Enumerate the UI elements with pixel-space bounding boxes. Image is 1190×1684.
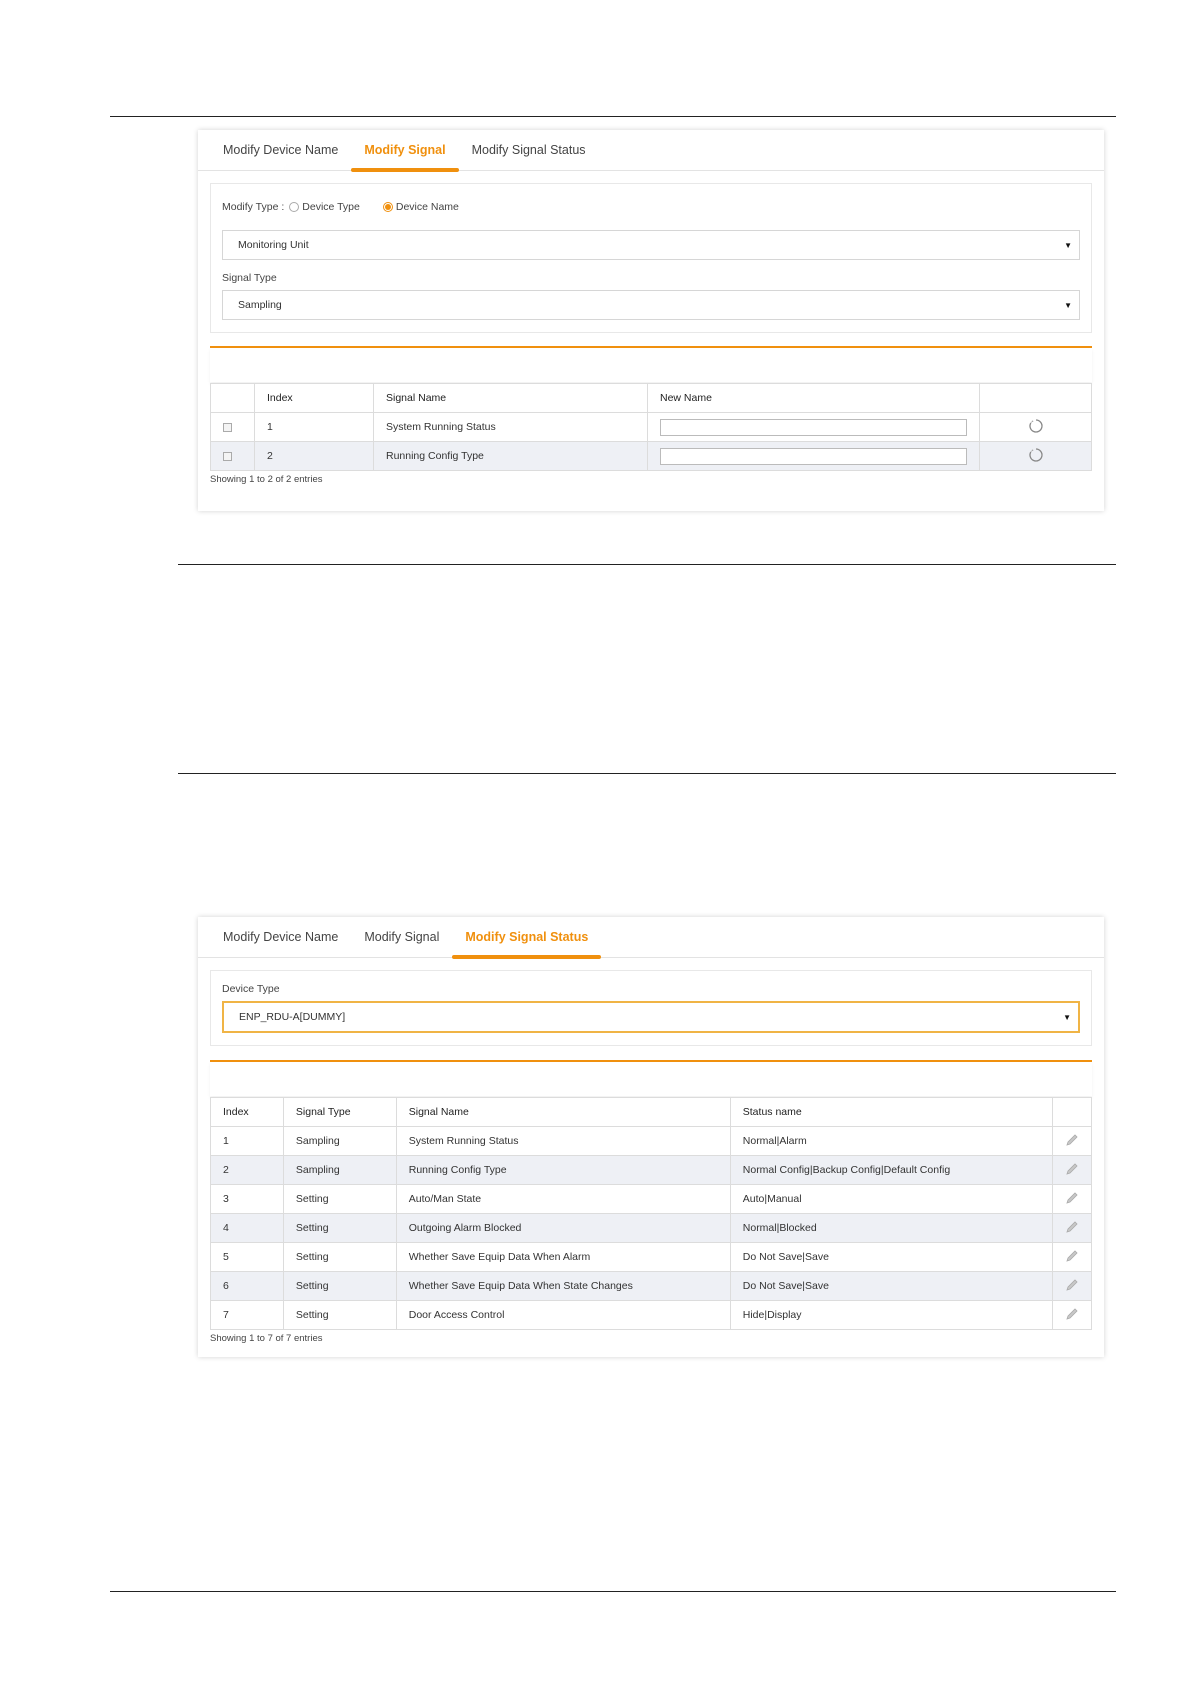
signal-type-cell: Setting xyxy=(283,1272,396,1301)
signal-type-select-value: Sampling xyxy=(238,299,282,311)
pencil-edit-icon[interactable] xyxy=(1065,1162,1079,1176)
action-cell xyxy=(1053,1185,1092,1214)
caret-down-icon: ▼ xyxy=(1064,300,1072,310)
table-row xyxy=(211,413,1092,442)
signal-name-column-header: Signal Name xyxy=(374,384,648,413)
modify-signal-panel xyxy=(198,130,1104,511)
index-column-header: Index xyxy=(211,1098,284,1127)
section-rule-2 xyxy=(178,773,1116,774)
action-column-header xyxy=(1053,1098,1092,1127)
signal-name-cell: Whether Save Equip Data When State Changes xyxy=(396,1272,730,1301)
signal-name-cell: Running Config Type xyxy=(396,1156,730,1185)
device-type-select-value: ENP_RDU-A[DUMMY] xyxy=(239,1011,346,1023)
new-name-column-header: New Name xyxy=(648,384,980,413)
signal-name-cell: System Running Status xyxy=(396,1127,730,1156)
status-name-cell: Auto|Manual xyxy=(730,1185,1052,1214)
table-row xyxy=(211,1301,1092,1330)
table-row xyxy=(211,1214,1092,1243)
tab-bar xyxy=(198,917,1104,958)
status-name-column-header: Status name xyxy=(730,1098,1052,1127)
index-cell: 6 xyxy=(211,1272,284,1301)
device-type-radio-label[interactable]: Device Type xyxy=(302,201,360,213)
table-row xyxy=(211,1243,1092,1272)
device-select-value: Monitoring Unit xyxy=(238,239,309,251)
filter-form xyxy=(210,183,1092,333)
table-row xyxy=(211,1127,1092,1156)
table-row xyxy=(211,1272,1092,1301)
modify-type-label: Modify Type : xyxy=(222,201,285,213)
bottom-rule xyxy=(110,1591,1116,1592)
index-cell: 4 xyxy=(211,1214,284,1243)
pencil-edit-icon[interactable] xyxy=(1065,1191,1079,1205)
action-cell xyxy=(1053,1243,1092,1272)
new-name-cell xyxy=(648,413,980,442)
select-column-header xyxy=(211,384,255,413)
section-rule-1 xyxy=(178,564,1116,565)
action-cell xyxy=(1053,1272,1092,1301)
new-name-cell xyxy=(648,442,980,471)
action-cell xyxy=(1053,1127,1092,1156)
index-cell: 2 xyxy=(211,1156,284,1185)
caret-down-icon: ▼ xyxy=(1063,1012,1071,1022)
table-row xyxy=(211,1185,1092,1214)
action-cell xyxy=(980,442,1092,471)
status-name-cell: Do Not Save|Save xyxy=(730,1243,1052,1272)
tab-modify-signal[interactable]: Modify Signal xyxy=(364,930,440,944)
row-checkbox[interactable] xyxy=(223,423,232,432)
signal-type-cell: Setting xyxy=(283,1243,396,1272)
new-name-input[interactable] xyxy=(660,419,967,436)
action-cell xyxy=(980,413,1092,442)
table-row xyxy=(211,1156,1092,1185)
action-cell xyxy=(1053,1214,1092,1243)
tab-modify-signal-status[interactable]: Modify Signal Status xyxy=(452,917,601,957)
index-cell: 3 xyxy=(211,1185,284,1214)
status-name-cell: Normal|Alarm xyxy=(730,1127,1052,1156)
modify-signal-status-panel xyxy=(198,917,1104,1357)
table-toolbar xyxy=(210,348,1092,382)
signal-type-cell: Setting xyxy=(283,1185,396,1214)
device-select[interactable] xyxy=(222,230,1080,260)
device-type-radio[interactable] xyxy=(289,202,299,212)
top-rule xyxy=(110,116,1116,117)
row-checkbox[interactable] xyxy=(223,452,232,461)
signal-type-cell: Setting xyxy=(283,1301,396,1330)
signal-type-label: Signal Type xyxy=(222,272,277,284)
table-info: Showing 1 to 7 of 7 entries xyxy=(210,1333,323,1344)
tab-modify-signal-status[interactable]: Modify Signal Status xyxy=(471,143,586,157)
row-select-cell xyxy=(211,413,255,442)
signal-type-cell: Setting xyxy=(283,1214,396,1243)
signal-type-column-header: Signal Type xyxy=(283,1098,396,1127)
signal-type-cell: Sampling xyxy=(283,1156,396,1185)
index-column-header: Index xyxy=(255,384,374,413)
action-column-header xyxy=(980,384,1092,413)
refresh-spinner-icon[interactable] xyxy=(1028,418,1044,434)
device-type-select[interactable] xyxy=(222,1001,1080,1033)
action-cell xyxy=(1053,1301,1092,1330)
signal-name-cell: Outgoing Alarm Blocked xyxy=(396,1214,730,1243)
signal-name-cell: Running Config Type xyxy=(374,442,648,471)
table-row xyxy=(211,442,1092,471)
filter-form xyxy=(210,970,1092,1046)
pencil-edit-icon[interactable] xyxy=(1065,1133,1079,1147)
status-name-cell: Do Not Save|Save xyxy=(730,1272,1052,1301)
device-type-label: Device Type xyxy=(222,983,280,995)
new-name-input[interactable] xyxy=(660,448,967,465)
action-cell xyxy=(1053,1156,1092,1185)
index-cell: 5 xyxy=(211,1243,284,1272)
row-select-cell xyxy=(211,442,255,471)
index-cell: 1 xyxy=(255,413,374,442)
status-name-cell: Normal|Blocked xyxy=(730,1214,1052,1243)
index-cell: 1 xyxy=(211,1127,284,1156)
caret-down-icon: ▼ xyxy=(1064,240,1072,250)
signal-type-cell: Sampling xyxy=(283,1127,396,1156)
index-cell: 2 xyxy=(255,442,374,471)
pencil-edit-icon[interactable] xyxy=(1065,1220,1079,1234)
device-name-radio-label[interactable]: Device Name xyxy=(395,201,459,213)
signal-name-cell: Door Access Control xyxy=(396,1301,730,1330)
pencil-edit-icon[interactable] xyxy=(1065,1278,1079,1292)
tab-modify-signal[interactable]: Modify Signal xyxy=(351,130,458,170)
pencil-edit-icon[interactable] xyxy=(1065,1307,1079,1321)
pencil-edit-icon[interactable] xyxy=(1065,1249,1079,1263)
tab-modify-device-name[interactable]: Modify Device Name xyxy=(223,143,339,157)
table-toolbar xyxy=(210,1062,1092,1096)
signal-name-column-header: Signal Name xyxy=(396,1098,730,1127)
signal-type-select[interactable] xyxy=(222,290,1080,320)
signal-name-cell: Whether Save Equip Data When Alarm xyxy=(396,1243,730,1272)
tab-bar xyxy=(198,130,1104,171)
status-name-cell: Hide|Display xyxy=(730,1301,1052,1330)
table-info: Showing 1 to 2 of 2 entries xyxy=(210,474,323,485)
signal-name-cell: Auto/Man State xyxy=(396,1185,730,1214)
signal-name-cell: System Running Status xyxy=(374,413,648,442)
signal-status-table xyxy=(210,1097,1092,1330)
index-cell: 7 xyxy=(211,1301,284,1330)
status-name-cell: Normal Config|Backup Config|Default Config xyxy=(730,1156,1052,1185)
tab-modify-device-name[interactable]: Modify Device Name xyxy=(223,930,339,944)
device-name-radio[interactable] xyxy=(383,202,393,212)
refresh-spinner-icon[interactable] xyxy=(1028,447,1044,463)
signal-table xyxy=(210,383,1092,471)
modify-type-row xyxy=(222,194,1080,220)
